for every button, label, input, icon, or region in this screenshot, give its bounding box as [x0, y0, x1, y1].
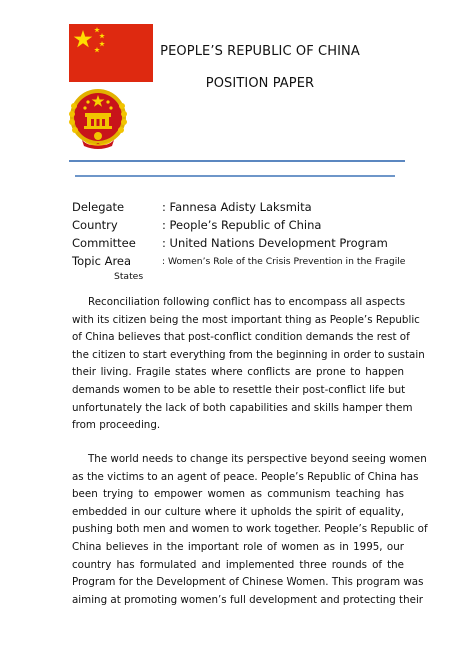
paragraph-line: from proceeding.: [72, 419, 161, 432]
paragraph-line: China believes in the important role of women as in 1995, our: [72, 540, 404, 553]
meta-label: Country: [72, 218, 118, 232]
china-national-emblem-image: [68, 86, 128, 152]
meta-label: Committee: [72, 236, 136, 250]
document-title: POSITION PAPER: [205, 76, 315, 91]
paragraph-line: Program for the Development of Chinese Women. This program was: [72, 576, 424, 589]
paragraph-women-agents-of-peace: [72, 451, 428, 609]
paragraph-reconciliation: [72, 294, 425, 435]
paragraph-line: Reconciliation following conflict has to encompass all aspects: [88, 296, 406, 308]
header-divider-top: [69, 160, 405, 162]
paragraph-line: the citizen to start everything from the beginning in order to sustain: [72, 348, 425, 361]
meta-row-committee: [72, 236, 412, 254]
meta-row-delegate: [72, 200, 412, 218]
header-divider-bottom: [75, 175, 395, 177]
paragraph-line: been trying to empower women as communism teaching has: [72, 488, 404, 501]
paragraph-line: pushing both men and women to work together. People’s Republic of: [72, 523, 428, 536]
meta-value: : Fannesa Adisty Laksmita: [162, 200, 312, 214]
meta-value: : Women’s Role of the Crisis Prevention in the Fragile: [162, 256, 406, 267]
paragraph-line: country has formulated and implemented three rounds of the: [72, 558, 404, 571]
paragraph-line: as the victims to an agent of peace. People’s Republic of China has: [72, 470, 419, 483]
country-title: PEOPLE’S REPUBLIC OF CHINA: [160, 44, 360, 59]
paragraph-line: The world needs to change its perspective beyond seeing women: [88, 453, 427, 465]
meta-label: Delegate: [72, 200, 125, 214]
paragraph-line: aiming at promoting women’s full development and protecting their: [72, 593, 424, 606]
meta-value: : United Nations Development Program: [162, 236, 388, 250]
paragraph-line: their living. Fragile states where conflicts are prone to happen: [72, 366, 404, 379]
delegate-info-block: [72, 200, 412, 272]
paragraph-line: with its citizen being the most important thing as People’s Republic: [72, 313, 420, 326]
meta-value: : People’s Republic of China: [162, 218, 322, 232]
paragraph-line: embedded in our culture where it upholds the spirit of equality,: [72, 505, 404, 518]
meta-label: Topic Area: [72, 254, 132, 268]
paragraph-line: of China believes that post-conflict condition demands the rest of: [72, 331, 410, 344]
meta-row-topic-area: [72, 254, 412, 272]
meta-row-country: [72, 218, 412, 236]
paragraph-line: unfortunately the lack of both capabilities and skills hamper them: [72, 401, 413, 414]
topic-area-continuation: States: [114, 271, 144, 282]
paragraph-line: demands women to be able to resettle their post-conflict life but: [72, 383, 406, 396]
